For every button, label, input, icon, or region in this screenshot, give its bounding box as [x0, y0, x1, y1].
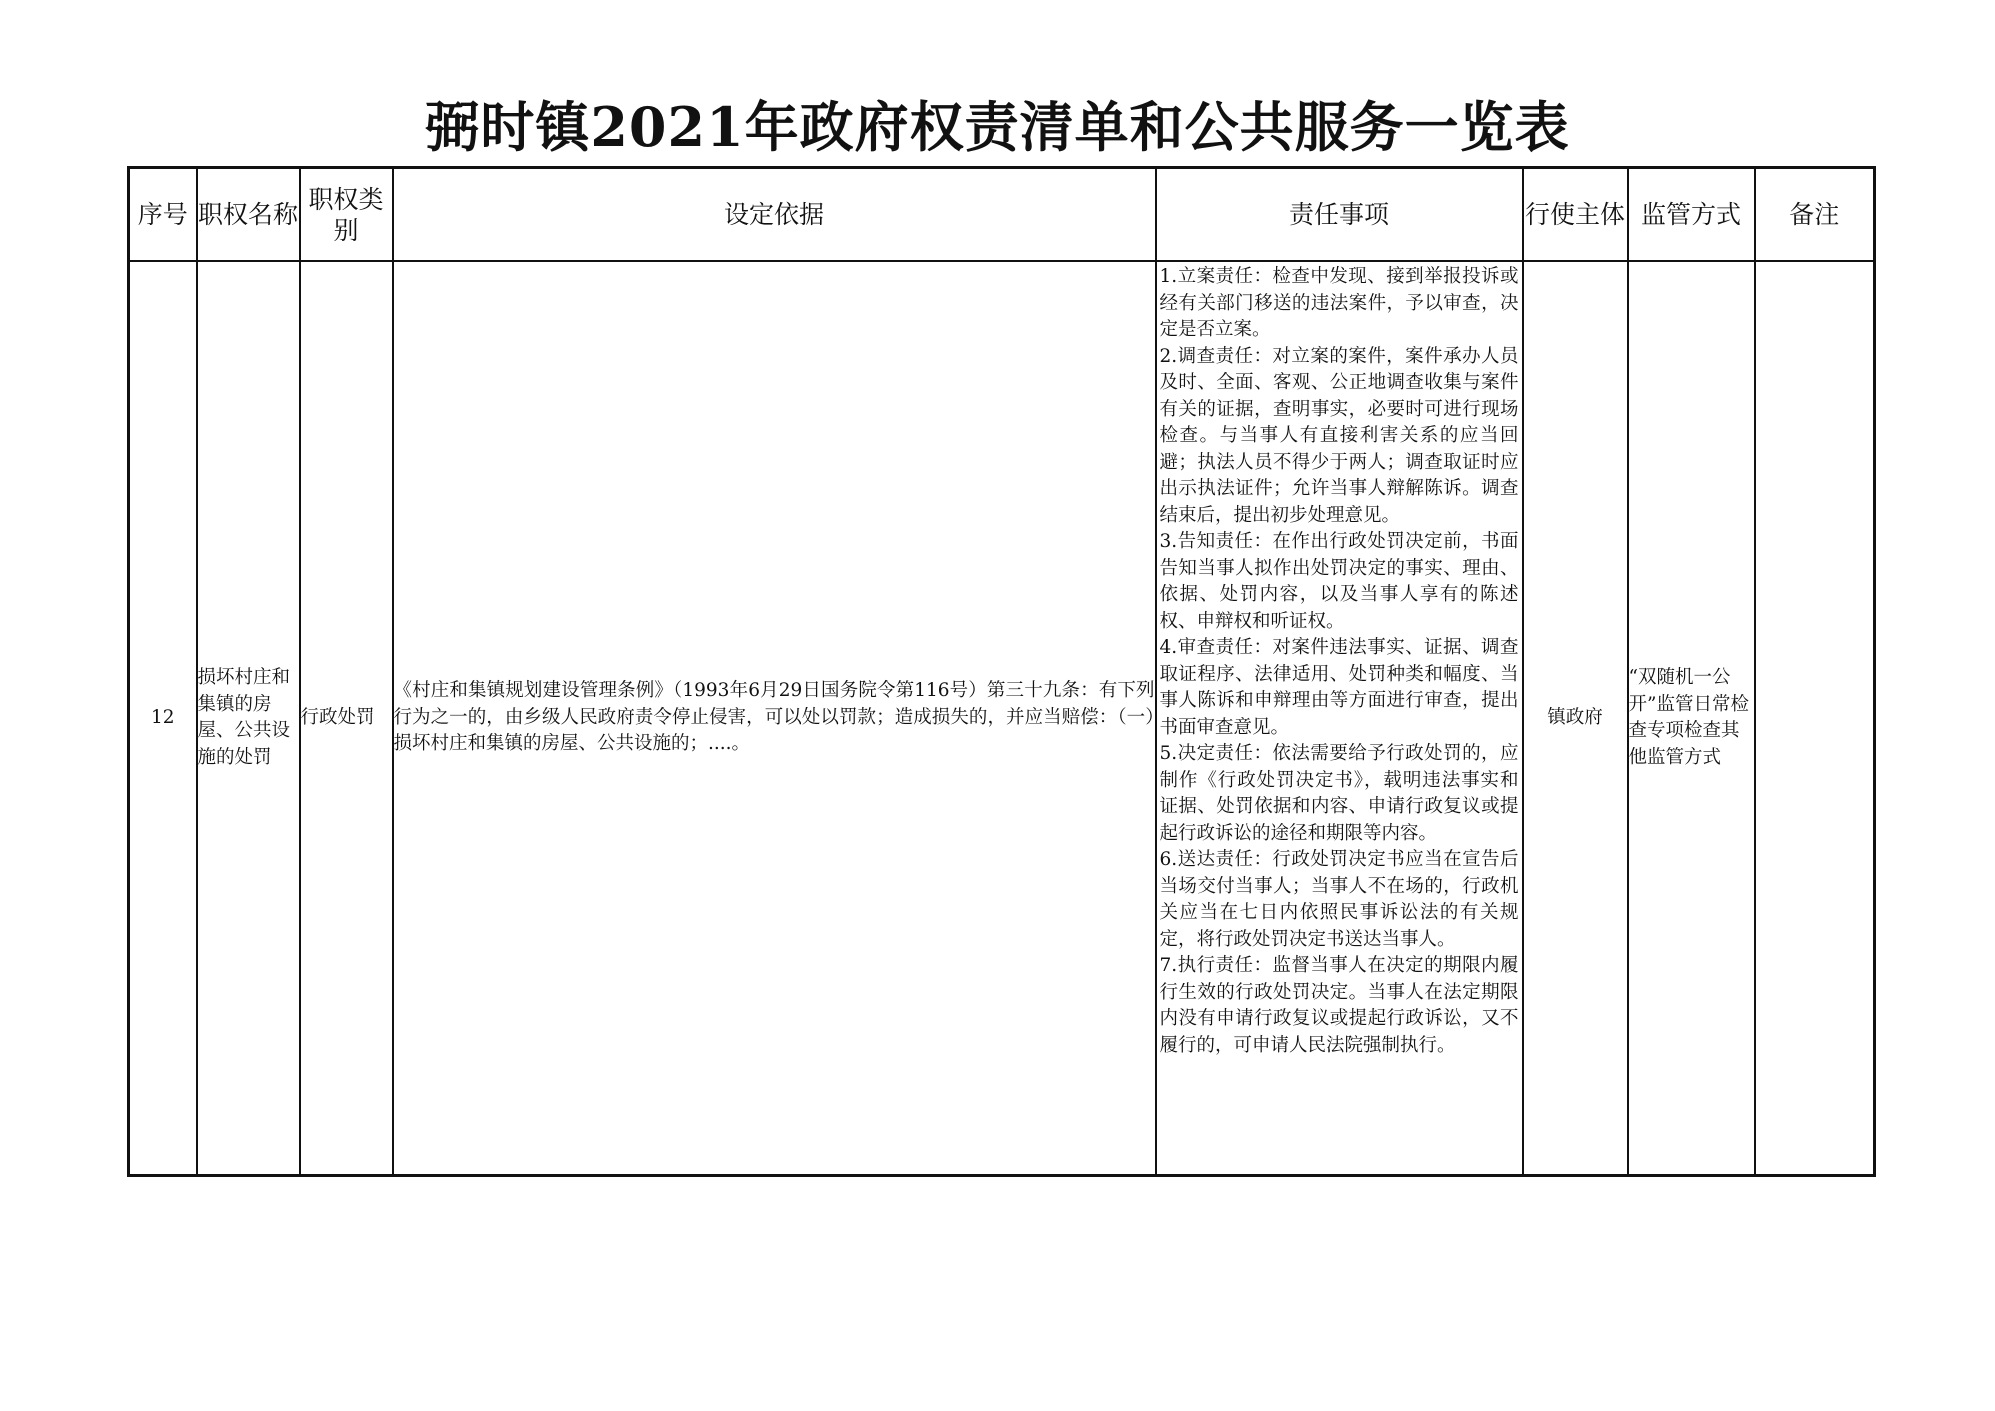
cell-name: 损坏村庄和集镇的房屋、公共设施的处罚 — [197, 261, 300, 1176]
header-type: 职权类别 — [300, 168, 393, 262]
header-responsibility: 责任事项 — [1156, 168, 1523, 262]
header-name: 职权名称 — [197, 168, 300, 262]
responsibility-item: 2.调查责任：对立案的案件，案件承办人员及时、全面、客观、公正地调查收集与案件有关的证据，查明事实，必要时可进行现场检查。与当事人有直接利害关系的应当回避；执法人员不得少于两人；调查取证时应出示执法证件；允许当事人辩解陈诉。调查结束后，提出初步处理意见。 — [1159, 345, 1519, 526]
responsibility-item: 5.决定责任：依法需要给予行政处罚的，应制作《行政处罚决定书》，载明违法事实和证据、处罚依据和内容、申请行政复议或提起行政诉讼的途径和期限等内容。 — [1159, 743, 1519, 844]
responsibility-item: 7.执行责任：监督当事人在决定的期限内履行生效的行政处罚决定。当事人在法定期限内没有申请行政复议或提起行政诉讼，又不履行的，可申请人民法院强制执行。 — [1159, 955, 1519, 1056]
rights-responsibility-table — [127, 166, 1876, 1177]
header-supervision: 监管方式 — [1628, 168, 1755, 262]
header-basis: 设定依据 — [393, 168, 1156, 262]
header-subject: 行使主体 — [1523, 168, 1628, 262]
cell-responsibility — [1156, 261, 1523, 1176]
responsibility-item: 1.立案责任：检查中发现、接到举报投诉或经有关部门移送的违法案件，予以审查，决定是否立案。 — [1159, 266, 1519, 340]
responsibility-item: 4.审查责任：对案件违法事实、证据、调查取证程序、法律适用、处罚种类和幅度、当事人陈诉和申辩理由等方面进行审查，提出书面审查意见。 — [1159, 637, 1519, 738]
cell-basis: 《村庄和集镇规划建设管理条例》（1993年6月29日国务院令第116号）第三十九条：有下列行为之一的，由乡级人民政府责令停止侵害，可以处以罚款；造成损失的，并应当赔偿：（一）损坏村庄和集镇的房屋、公共设施的；....。 — [393, 261, 1156, 1176]
cell-type: 行政处罚 — [300, 261, 393, 1176]
cell-subject: 镇政府 — [1523, 261, 1628, 1176]
table-header-row — [129, 168, 1875, 262]
table-row — [129, 261, 1875, 1176]
responsibility-item: 3.告知责任：在作出行政处罚决定前，书面告知当事人拟作出处罚决定的事实、理由、依据、处罚内容，以及当事人享有的陈述权、申辩权和听证权。 — [1159, 531, 1519, 632]
cell-no: 12 — [129, 261, 197, 1176]
header-remarks: 备注 — [1755, 168, 1875, 262]
page-title: 弼时镇2021年政府权责清单和公共服务一览表 — [425, 95, 1570, 159]
header-no: 序号 — [129, 168, 197, 262]
cell-remarks — [1755, 261, 1875, 1176]
responsibility-item: 6.送达责任：行政处罚决定书应当在宣告后当场交付当事人；当事人不在场的，行政机关应当在七日内依照民事诉讼法的有关规定，将行政处罚决定书送达当事人。 — [1159, 849, 1519, 950]
cell-supervision: “双随机一公开”监管日常检查专项检查其他监管方式 — [1628, 261, 1755, 1176]
